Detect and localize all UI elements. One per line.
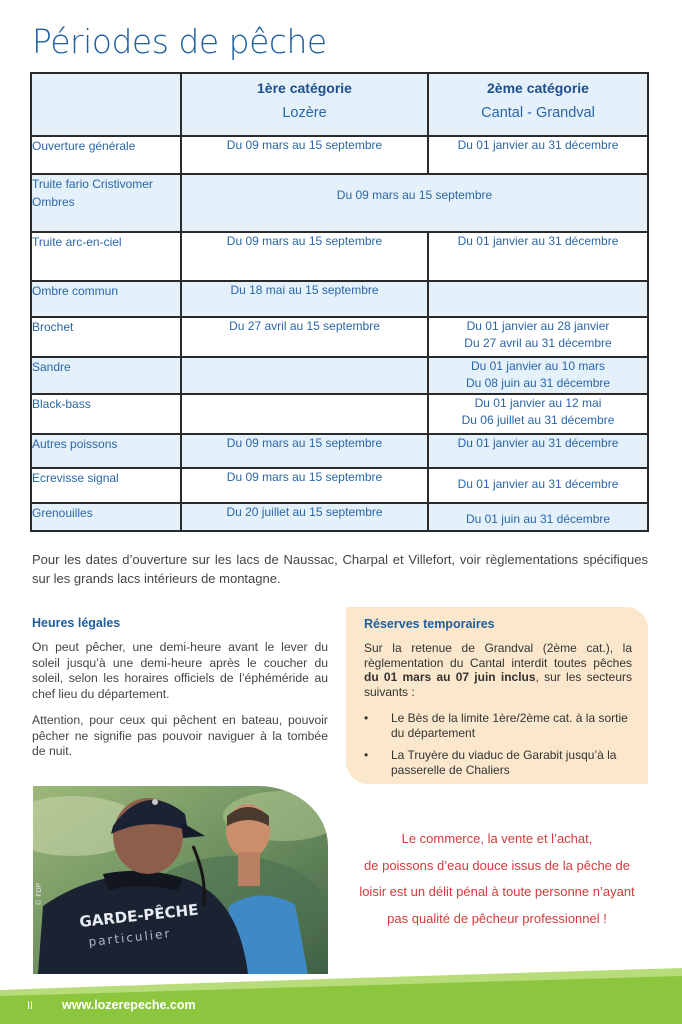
row-label: [31, 394, 181, 434]
cat2-period: [428, 357, 648, 394]
row-label-line: Autres poissons: [32, 437, 118, 451]
heures-paragraph: On peut pêcher, une demi-heure avant le lever du soleil jusqu’à une demi-heure après le coucher du soleil, selon les horaires officiels de l’éphéméride au chef lieu du département.: [32, 640, 328, 701]
cat2-period: [428, 136, 648, 174]
cat2-period: [428, 317, 648, 357]
row-label-line: Truite fario: [32, 177, 89, 191]
heures-paragraph: Attention, pour ceux qui pêchent en bateau, pouvoir pêcher ne signifie pas pouvoir naviguer à la tombée de nuit.: [32, 713, 328, 758]
reserves-intro-start: Sur la retenue de Grandval (2ème cat.), la règlementation du Cantal interdit toutes pêches: [364, 641, 632, 670]
warning-line: de poissons d’eau douce issus de la pêche de: [364, 857, 630, 873]
row-label-line: Sandre: [32, 360, 71, 374]
reserves-sector-list: [364, 711, 634, 785]
table-row: [31, 317, 648, 357]
cat1-period: [181, 434, 428, 468]
reserves-intro-end: , sur les secteurs suivants :: [364, 670, 632, 699]
cat1-period: [181, 468, 428, 503]
row-label: [31, 357, 181, 394]
warning-line: loisir est un délit pénal à toute personne n’ayant: [359, 884, 635, 899]
row-label: [31, 232, 181, 281]
row-label-line: Ombres: [32, 195, 75, 209]
cat2-period: [428, 503, 648, 531]
period-line: Du 09 mars au 15 septembre: [336, 188, 493, 202]
reserves-intro: [364, 641, 632, 699]
row-label: [31, 503, 181, 531]
row-label: [31, 281, 181, 317]
row-label: [31, 434, 181, 468]
cat2-period: [428, 232, 648, 281]
period-line: Du 08 juin au 31 décembre: [465, 376, 611, 390]
period-line: Du 01 janvier au 31 décembre: [457, 138, 619, 152]
table-row: [31, 394, 648, 434]
warning-line: Le commerce, la vente et l’achat,: [401, 831, 593, 846]
row-label-line: Cristivomer: [92, 177, 153, 191]
row-label: [31, 317, 181, 357]
jacket-text-title: GARDE-PÊCHE: [78, 900, 200, 931]
page-title: Périodes de pêche: [32, 22, 327, 61]
period-line: Du 09 mars au 15 septembre: [226, 470, 383, 484]
period-line: Du 20 juillet au 15 septembre: [226, 505, 383, 519]
row-label-line: Brochet: [32, 320, 74, 334]
table-row: [31, 281, 648, 317]
reserves-temporaires-box: [346, 607, 648, 784]
header-category-1: [181, 73, 428, 136]
cat2-period: [428, 394, 648, 434]
category-1-label: 1ère catégorie: [257, 80, 352, 96]
row-label: [31, 136, 181, 174]
footer-wave: [0, 968, 682, 1024]
photo-credit: © FDP: [35, 883, 43, 906]
sector-text: Le Bès de la limite 1ère/2ème cat. à la sortie du département: [391, 711, 628, 740]
period-line: Du 06 juillet au 31 décembre: [461, 413, 615, 427]
period-line: Du 01 janvier au 31 décembre: [457, 477, 619, 491]
garde-peche-photo: [33, 786, 328, 974]
table-row: [31, 136, 648, 174]
row-label: [31, 174, 181, 232]
list-item: [364, 711, 634, 740]
website-link[interactable]: www.lozerepeche.com: [62, 998, 196, 1012]
heures-legales-title: Heures légales: [32, 616, 121, 630]
row-label: [31, 468, 181, 503]
header-empty-cell: [31, 73, 181, 136]
row-label-line: Ecrevisse signal: [32, 471, 119, 485]
table-row: [31, 357, 648, 394]
page-number: II: [27, 1000, 34, 1012]
period-line: Du 01 janvier au 31 décembre: [457, 234, 619, 248]
row-label-line: Black-bass: [32, 397, 91, 411]
jacket-text-subtitle: particulier: [87, 926, 172, 949]
period-line: Du 01 janvier au 10 mars: [470, 359, 606, 373]
bullet-icon: •: [364, 711, 369, 725]
period-line: Du 27 avril au 15 septembre: [229, 319, 380, 333]
period-line: Du 18 mai au 15 septembre: [230, 283, 379, 297]
row-label-line: Ombre commun: [32, 284, 119, 298]
cat1-period: [181, 232, 428, 281]
row-label-line: Ouverture générale: [32, 139, 136, 153]
category-1-region: Lozère: [282, 105, 327, 121]
merged-period: [181, 174, 648, 232]
row-label-line: Grenouilles: [32, 506, 93, 520]
period-line: Du 01 janvier au 12 mai: [474, 396, 602, 410]
warning-line: pas qualité de pêcheur professionnel !: [387, 910, 607, 926]
cat1-period-empty: [181, 357, 428, 394]
fishing-periods-table: [30, 72, 649, 532]
period-line: Du 01 juin au 31 décembre: [465, 512, 611, 526]
cat2-period-empty: [428, 281, 648, 317]
lakes-note: Pour les dates d’ouverture sur les lacs de Naussac, Charpal et Villefort, voir règlementations spécifiques sur les grands lacs intérieurs de montagne.: [32, 552, 648, 586]
cat1-period-empty: [181, 394, 428, 434]
cat1-period: [181, 503, 428, 531]
list-item: [364, 748, 634, 777]
reserves-title: Réserves temporaires: [364, 617, 495, 631]
cat2-period: [428, 468, 648, 503]
cat1-period: [181, 136, 428, 174]
heures-legales-text: [32, 640, 328, 771]
table-row: [31, 468, 648, 503]
period-line: Du 09 mars au 15 septembre: [226, 138, 383, 152]
period-line: Du 27 avril au 31 décembre: [464, 336, 612, 350]
period-line: Du 01 janvier au 31 décembre: [457, 436, 619, 450]
category-2-region: Cantal - Grandval: [481, 105, 595, 121]
period-line: Du 01 janvier au 28 janvier: [466, 319, 610, 333]
cat1-period: [181, 281, 428, 317]
row-label-line: Truite arc-en-ciel: [32, 235, 122, 249]
bullet-icon: •: [364, 748, 369, 762]
cat2-period: [428, 434, 648, 468]
reserves-closed-period: du 01 mars au 07 juin inclus: [364, 670, 536, 684]
table-row: [31, 434, 648, 468]
cat1-period: [181, 317, 428, 357]
header-category-2: [428, 73, 648, 136]
commerce-warning: [346, 826, 648, 932]
period-line: Du 09 mars au 15 septembre: [226, 234, 383, 248]
garde-peche-illustration: [33, 786, 328, 974]
sector-text: La Truyère du viaduc de Garabit jusqu’à la passerelle de Chaliers: [391, 748, 617, 777]
table-row: [31, 232, 648, 281]
period-line: Du 09 mars au 15 septembre: [226, 436, 383, 450]
category-2-label: 2ème catégorie: [487, 80, 589, 96]
table-row: [31, 174, 648, 232]
table-row: [31, 503, 648, 531]
